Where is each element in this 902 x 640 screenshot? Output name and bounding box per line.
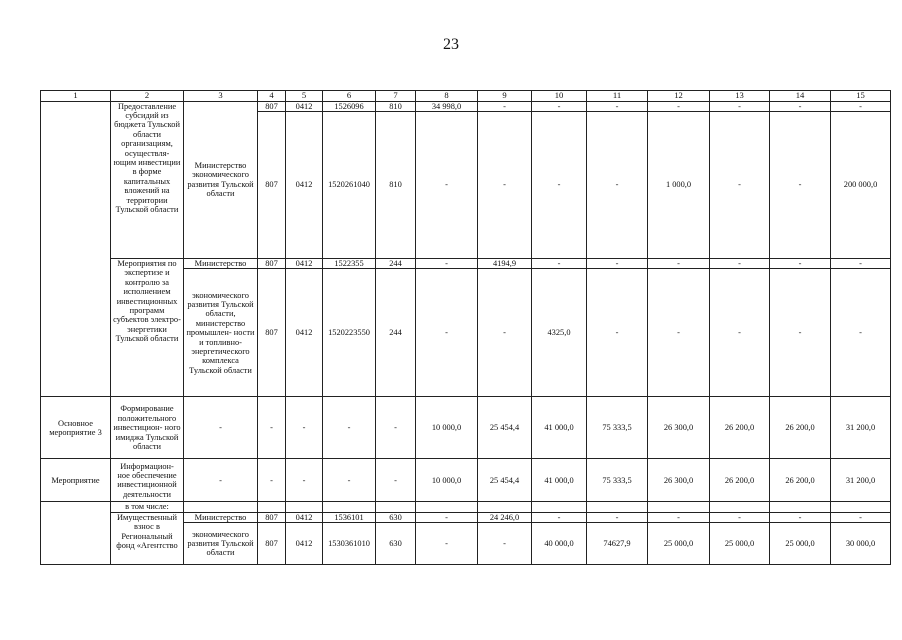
value-cell: - (648, 259, 710, 269)
value-cell: 26 200,0 (710, 459, 770, 502)
empty-cell (286, 502, 323, 512)
value-cell: 41 000,0 (532, 459, 587, 502)
value-cell: - (323, 397, 376, 459)
value-cell: 25 000,0 (770, 523, 831, 565)
value-cell: 25 454,4 (478, 397, 532, 459)
header-cell: 15 (831, 91, 891, 102)
header-cell: 9 (478, 91, 532, 102)
value-cell: 74627,9 (587, 523, 648, 565)
value-cell: 1530361010 (323, 523, 376, 565)
value-cell: 75 333,5 (587, 459, 648, 502)
header-cell: 3 (184, 91, 258, 102)
value-cell: - (286, 459, 323, 502)
header-row (41, 91, 891, 102)
table-row (41, 459, 891, 502)
executor-cell: экономического развития Тульской области, министерство промышлен- ности и топливно- энергетического комплекса Тульской области (184, 269, 258, 397)
executor-cell: Министерство (184, 259, 258, 269)
value-cell: 4325,0 (532, 269, 587, 397)
value-cell: - (478, 112, 532, 259)
table-row (41, 101, 891, 111)
value-cell: - (286, 397, 323, 459)
empty-cell (587, 502, 648, 512)
value-cell: - (831, 269, 891, 397)
header-cell: 12 (648, 91, 710, 102)
table-row (41, 512, 891, 522)
value-cell: - (587, 512, 648, 522)
activity-name: Информацион- ное обеспечение инвестиционной деятельности (111, 459, 184, 502)
value-cell: - (532, 512, 587, 522)
value-cell: 630 (376, 523, 416, 565)
value-cell: - (416, 523, 478, 565)
value-cell: - (587, 259, 648, 269)
row-label: Основное мероприятие 3 (41, 397, 111, 459)
value-cell: - (587, 101, 648, 111)
activity-name: Имущественный взнос в Региональный фонд «Агентство (111, 512, 184, 564)
executor-cell: Министерство экономического развития Тульской области (184, 101, 258, 258)
header-cell: 5 (286, 91, 323, 102)
value-cell: 1526096 (323, 101, 376, 111)
value-cell: 25 000,0 (648, 523, 710, 565)
value-cell: 1520223550 (323, 269, 376, 397)
value-cell: - (478, 523, 532, 565)
value-cell: 10 000,0 (416, 459, 478, 502)
empty-cell (710, 502, 770, 512)
value-cell: - (770, 112, 831, 259)
value-cell: 1 000,0 (648, 112, 710, 259)
value-cell: 25 454,4 (478, 459, 532, 502)
value-cell: - (831, 101, 891, 111)
table-row (41, 397, 891, 459)
value-cell: - (184, 397, 258, 459)
value-cell: 810 (376, 112, 416, 259)
value-cell: - (831, 512, 891, 522)
empty-cell (648, 502, 710, 512)
page-number: 23 (443, 36, 459, 53)
value-cell: 24 246,0 (478, 512, 532, 522)
value-cell: - (323, 459, 376, 502)
value-cell: - (587, 112, 648, 259)
value-cell: - (587, 269, 648, 397)
value-cell: 1536101 (323, 512, 376, 522)
value-cell: - (478, 101, 532, 111)
empty-cell (258, 502, 286, 512)
value-cell: - (710, 512, 770, 522)
empty-cell (532, 502, 587, 512)
header-cell: 7 (376, 91, 416, 102)
value-cell: - (648, 269, 710, 397)
value-cell: 26 200,0 (710, 397, 770, 459)
value-cell: 807 (258, 523, 286, 565)
table-row (41, 502, 891, 512)
value-cell: - (184, 459, 258, 502)
value-cell: - (416, 512, 478, 522)
value-cell: - (710, 269, 770, 397)
value-cell: 810 (376, 101, 416, 111)
value-cell: 4194,9 (478, 259, 532, 269)
header-cell: 10 (532, 91, 587, 102)
value-cell: 26 300,0 (648, 397, 710, 459)
empty-cell (184, 502, 258, 512)
row-label: Мероприятие (41, 459, 111, 502)
value-cell: 31 200,0 (831, 459, 891, 502)
value-cell: 807 (258, 269, 286, 397)
value-cell: 1522355 (323, 259, 376, 269)
value-cell: - (532, 259, 587, 269)
header-cell: 1 (41, 91, 111, 102)
value-cell: - (478, 269, 532, 397)
value-cell: 75 333,5 (587, 397, 648, 459)
value-cell: - (710, 259, 770, 269)
value-cell: - (376, 397, 416, 459)
activity-name: Мероприятия по экспертизе и контролю за исполнением инвестиционных программ субъектов электро- энергетики Тульской области (111, 259, 184, 397)
value-cell: - (416, 112, 478, 259)
activity-name: Предоставление субсидий из бюджета Тульской области организациям, осуществля- ющим инвестиции в форме капитальных вложений на территории Тульской области (111, 101, 184, 258)
empty-cell (41, 101, 111, 397)
value-cell: - (770, 269, 831, 397)
value-cell: 0412 (286, 259, 323, 269)
value-cell: 26 200,0 (770, 459, 831, 502)
header-cell: 13 (710, 91, 770, 102)
empty-cell (770, 502, 831, 512)
value-cell: 0412 (286, 112, 323, 259)
value-cell: - (532, 112, 587, 259)
value-cell: - (710, 112, 770, 259)
including-label: в том числе: (111, 502, 184, 512)
empty-cell (478, 502, 532, 512)
value-cell: 807 (258, 101, 286, 111)
header-cell: 8 (416, 91, 478, 102)
value-cell: - (770, 259, 831, 269)
value-cell: 30 000,0 (831, 523, 891, 565)
value-cell: - (532, 101, 587, 111)
header-cell: 6 (323, 91, 376, 102)
value-cell: - (416, 259, 478, 269)
value-cell: 0412 (286, 269, 323, 397)
value-cell: 807 (258, 112, 286, 259)
empty-cell (831, 502, 891, 512)
value-cell: 41 000,0 (532, 397, 587, 459)
value-cell: 0412 (286, 512, 323, 522)
value-cell: 244 (376, 259, 416, 269)
value-cell: - (376, 459, 416, 502)
value-cell: - (648, 512, 710, 522)
value-cell: 244 (376, 269, 416, 397)
header-cell: 14 (770, 91, 831, 102)
executor-cell: экономического развития Тульской области (184, 523, 258, 565)
header-cell: 11 (587, 91, 648, 102)
value-cell: - (770, 101, 831, 111)
value-cell: 26 200,0 (770, 397, 831, 459)
value-cell: - (648, 101, 710, 111)
value-cell: - (416, 269, 478, 397)
executor-cell: Министерство (184, 512, 258, 522)
value-cell: 807 (258, 259, 286, 269)
budget-table (40, 90, 891, 565)
value-cell: 34 998,0 (416, 101, 478, 111)
value-cell: 26 300,0 (648, 459, 710, 502)
activity-name: Формирование положительного инвестицион- ного имиджа Тульской области (111, 397, 184, 459)
empty-cell (376, 502, 416, 512)
value-cell: 31 200,0 (831, 397, 891, 459)
empty-cell (416, 502, 478, 512)
value-cell: 1520261040 (323, 112, 376, 259)
value-cell: 10 000,0 (416, 397, 478, 459)
table-row (41, 259, 891, 269)
value-cell: 0412 (286, 101, 323, 111)
value-cell: 0412 (286, 523, 323, 565)
value-cell: 200 000,0 (831, 112, 891, 259)
value-cell: 807 (258, 512, 286, 522)
empty-cell (323, 502, 376, 512)
value-cell: 630 (376, 512, 416, 522)
value-cell: - (258, 397, 286, 459)
value-cell: - (710, 101, 770, 111)
value-cell: - (770, 512, 831, 522)
header-cell: 2 (111, 91, 184, 102)
header-cell: 4 (258, 91, 286, 102)
value-cell: - (831, 259, 891, 269)
value-cell: 25 000,0 (710, 523, 770, 565)
empty-cell (41, 502, 111, 565)
value-cell: 40 000,0 (532, 523, 587, 565)
value-cell: - (258, 459, 286, 502)
